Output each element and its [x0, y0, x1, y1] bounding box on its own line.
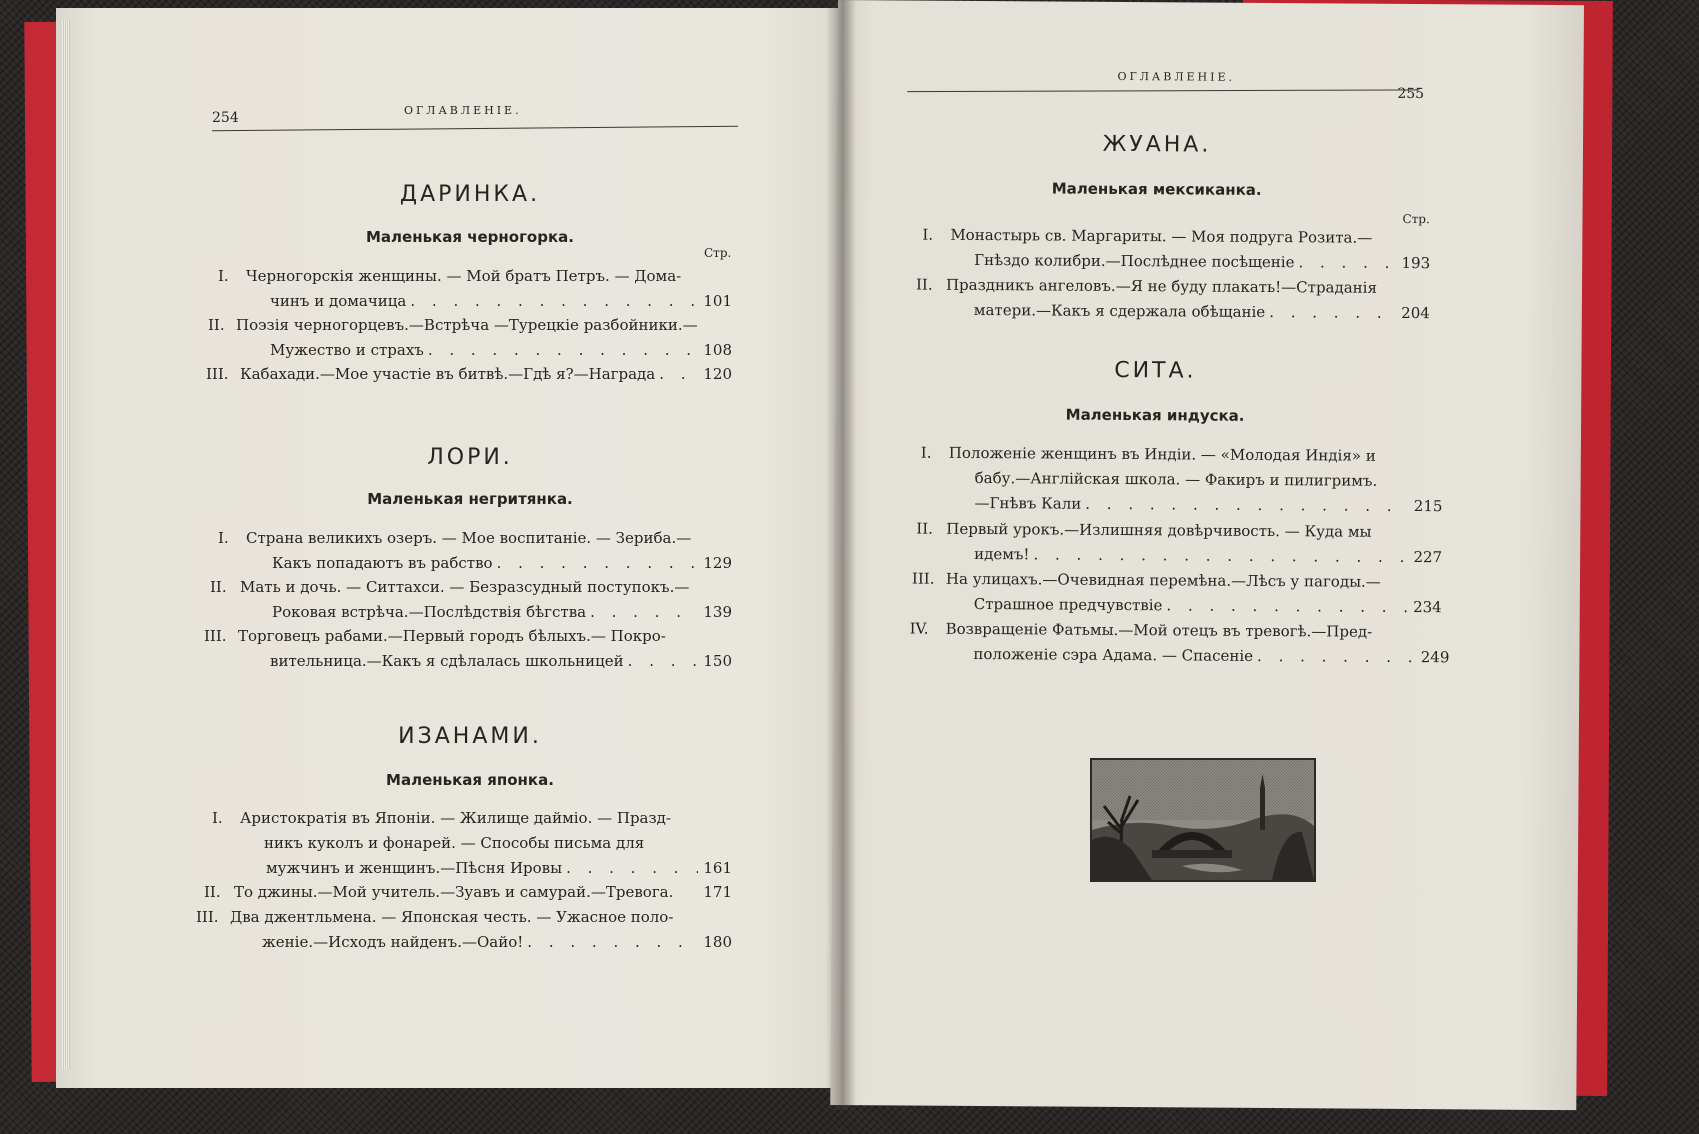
- entry-page: 215: [1413, 497, 1443, 516]
- entry-number: I.: [922, 225, 934, 244]
- entry-text: Кабахади.—Мое участіе въ битвѣ.—Гдѣ я?—Награда: [240, 365, 656, 383]
- right-running-head: ОГЛАВЛЕНІЕ.: [1117, 69, 1236, 84]
- leader-dots: [406, 289, 698, 314]
- entry-text: То джины.—Мой учитель.—Зуавъ и самурай.—Тревога.: [234, 883, 674, 901]
- entry-text-cont: Мужество и страхъ: [270, 341, 424, 359]
- entry-number: II.: [210, 578, 227, 596]
- entry-text: Монастырь св. Маргариты. — Моя подруга Розита.—: [950, 225, 1373, 247]
- entry-page: 101: [703, 292, 732, 310]
- entry-text-cont: бабу.—Англійская школа. — Факиръ и пилигримъ.: [974, 468, 1378, 490]
- leader-dots: [655, 362, 698, 387]
- entry-number: II.: [204, 883, 221, 901]
- leader-dots: [624, 649, 698, 674]
- entry-number: III.: [204, 627, 227, 645]
- entry-number: I.: [218, 267, 229, 285]
- leader-dots: [1253, 644, 1416, 670]
- section-title-zhuana: ЖУАНА.: [1102, 131, 1212, 158]
- entry-text: Поэзія черногорцевъ.—Встрѣча —Турецкіе разбойники.—: [236, 316, 698, 334]
- toc-entry: [210, 575, 732, 625]
- entry-page: 180: [703, 933, 732, 951]
- leader-dots: [586, 600, 698, 625]
- entry-text-cont: Роковая встрѣча.—Послѣдствія бѣгства: [272, 603, 587, 621]
- entry-page: 161: [703, 859, 732, 877]
- section-subtitle-izanami: Маленькая японка.: [386, 771, 554, 789]
- str-label-left: Стр.: [704, 246, 732, 260]
- entry-number: I.: [218, 529, 229, 547]
- leader-dots: [1265, 300, 1396, 326]
- toc-entry: [912, 567, 1442, 621]
- entry-text: Мать и дочь. — Ситтахси. — Безразсудный поступокъ.—: [240, 578, 690, 596]
- entry-page: 150: [703, 652, 732, 670]
- section-title-sita: СИТА.: [1114, 357, 1197, 384]
- entry-page: 227: [1413, 548, 1443, 567]
- toc-entry: [208, 313, 732, 363]
- entry-text: Страна великихъ озеръ. — Мое воспитаніе. — Зериба.—: [246, 529, 692, 547]
- toc-entry: [196, 905, 732, 955]
- toc-entry: [204, 624, 732, 674]
- toc-entry: [206, 362, 732, 387]
- entry-text-cont: идемъ!: [974, 544, 1030, 564]
- entry-text-cont: матери.—Какъ я сдержала обѣщаніе: [973, 300, 1266, 321]
- entry-text-cont: Гнѣздо колибри.—Послѣднее посѣщеніе: [974, 250, 1295, 272]
- entry-text-cont: Страшное предчувствіе: [973, 594, 1163, 615]
- entry-text: Возвращеніе Фатьмы.—Мой отецъ въ тревогѣ.—Пред-: [945, 619, 1373, 641]
- entry-page: 129: [703, 554, 732, 572]
- entry-number: II.: [208, 316, 225, 334]
- entry-text: Праздникъ ангеловъ.—Я не буду плакать!—Страданія: [945, 275, 1378, 297]
- leader-dots: [1294, 250, 1396, 276]
- entry-text-cont: мужчинъ и женщинъ.—Пѣсня Ировы: [266, 859, 563, 877]
- entry-text: Аристократія въ Японіи. — Жилище дайміо. — Празд-: [240, 809, 671, 827]
- entry-text: Торговецъ рабами.—Первый городъ бѣлыхъ.— Покро-: [238, 627, 666, 645]
- section-subtitle-darinka: Маленькая черногорка.: [366, 228, 574, 246]
- book-gutter: [826, 0, 856, 1110]
- landscape-illustration: [1092, 760, 1314, 880]
- entry-text-cont: никъ куколъ и фонарей. — Способы письма для: [264, 834, 645, 852]
- toc-entry: [922, 223, 1430, 277]
- entry-text-cont: —Гнѣвъ Кали: [974, 493, 1082, 513]
- entry-number: III.: [911, 569, 935, 588]
- section-title-darinka: ДАРИНКА.: [399, 182, 541, 207]
- engraving-vignette: [1090, 758, 1316, 882]
- leader-dots: [1081, 492, 1408, 519]
- left-running-head: ОГЛАВЛЕНІЕ.: [404, 104, 522, 117]
- entry-text-cont: вительница.—Какъ я сдѣлалась школьницей: [270, 652, 624, 670]
- entry-text-cont: женіе.—Исходъ найденъ.—Оайо!: [262, 933, 524, 951]
- toc-entry: [212, 806, 732, 881]
- section-subtitle-zhuana: Маленькая мексиканка.: [1051, 179, 1262, 199]
- toc-entry: [218, 264, 732, 314]
- entry-page: 249: [1420, 648, 1450, 667]
- section-subtitle-sita: Маленькая индуска.: [1065, 405, 1245, 425]
- entry-text-cont: чинъ и домачица: [270, 292, 407, 310]
- toc-entry: [916, 273, 1430, 327]
- section-title-lori: ЛОРИ.: [427, 445, 513, 470]
- right-page: [830, 0, 1584, 1110]
- toc-entry: [916, 517, 1442, 571]
- entry-page: 171: [703, 883, 732, 901]
- entry-page: 139: [703, 603, 732, 621]
- entry-text-cont: Какъ попадаютъ въ рабство: [272, 554, 493, 572]
- entry-number: IV.: [909, 619, 929, 638]
- leader-dots: [1029, 542, 1408, 570]
- entry-number: III.: [206, 365, 229, 383]
- section-title-izanami: ИЗАНАМИ.: [398, 724, 542, 749]
- page-edges: [62, 20, 70, 1070]
- leader-dots: [493, 551, 698, 576]
- entry-number: I.: [920, 443, 932, 462]
- entry-text: На улицахъ.—Очевидная перемѣна.—Лѣсъ у пагоды.—: [945, 569, 1381, 591]
- right-page-number: 255: [1397, 85, 1425, 103]
- str-label-right: Стр.: [1402, 211, 1430, 227]
- leader-dots: [424, 338, 698, 363]
- toc-entry: [218, 526, 732, 576]
- entry-number: II.: [915, 275, 933, 294]
- entry-page: 193: [1401, 253, 1431, 273]
- right-header-rule: [907, 89, 1419, 92]
- entry-number: III.: [196, 908, 219, 926]
- leader-dots: [562, 856, 698, 881]
- entry-text: Первый урокъ.—Излишняя довѣрчивость. — Куда мы: [946, 519, 1372, 541]
- entry-page: 204: [1401, 303, 1430, 323]
- entry-text-cont: положеніе сэра Адама. — Спасеніе: [973, 644, 1254, 665]
- toc-entry: [920, 441, 1443, 520]
- toc-entry: [204, 880, 732, 905]
- entry-text: Черногорскія женщины. — Мой братъ Петръ. — Дома-: [246, 267, 682, 285]
- entry-number: I.: [212, 809, 223, 827]
- section-subtitle-lori: Маленькая негритянка.: [367, 490, 573, 508]
- entry-page: 108: [703, 341, 732, 359]
- left-page-number: 254: [212, 110, 239, 126]
- toc-entry: [909, 617, 1449, 671]
- entry-page: 120: [703, 365, 732, 383]
- entry-number: II.: [916, 519, 933, 538]
- entry-page: 234: [1413, 598, 1442, 617]
- entry-text: Два джентльмена. — Японская честь. — Ужасное поло-: [230, 908, 674, 926]
- entry-text: Положеніе женщинъ въ Индіи. — «Молодая Индія» и: [948, 443, 1376, 465]
- leader-dots: [523, 930, 698, 955]
- leader-dots: [1162, 593, 1407, 620]
